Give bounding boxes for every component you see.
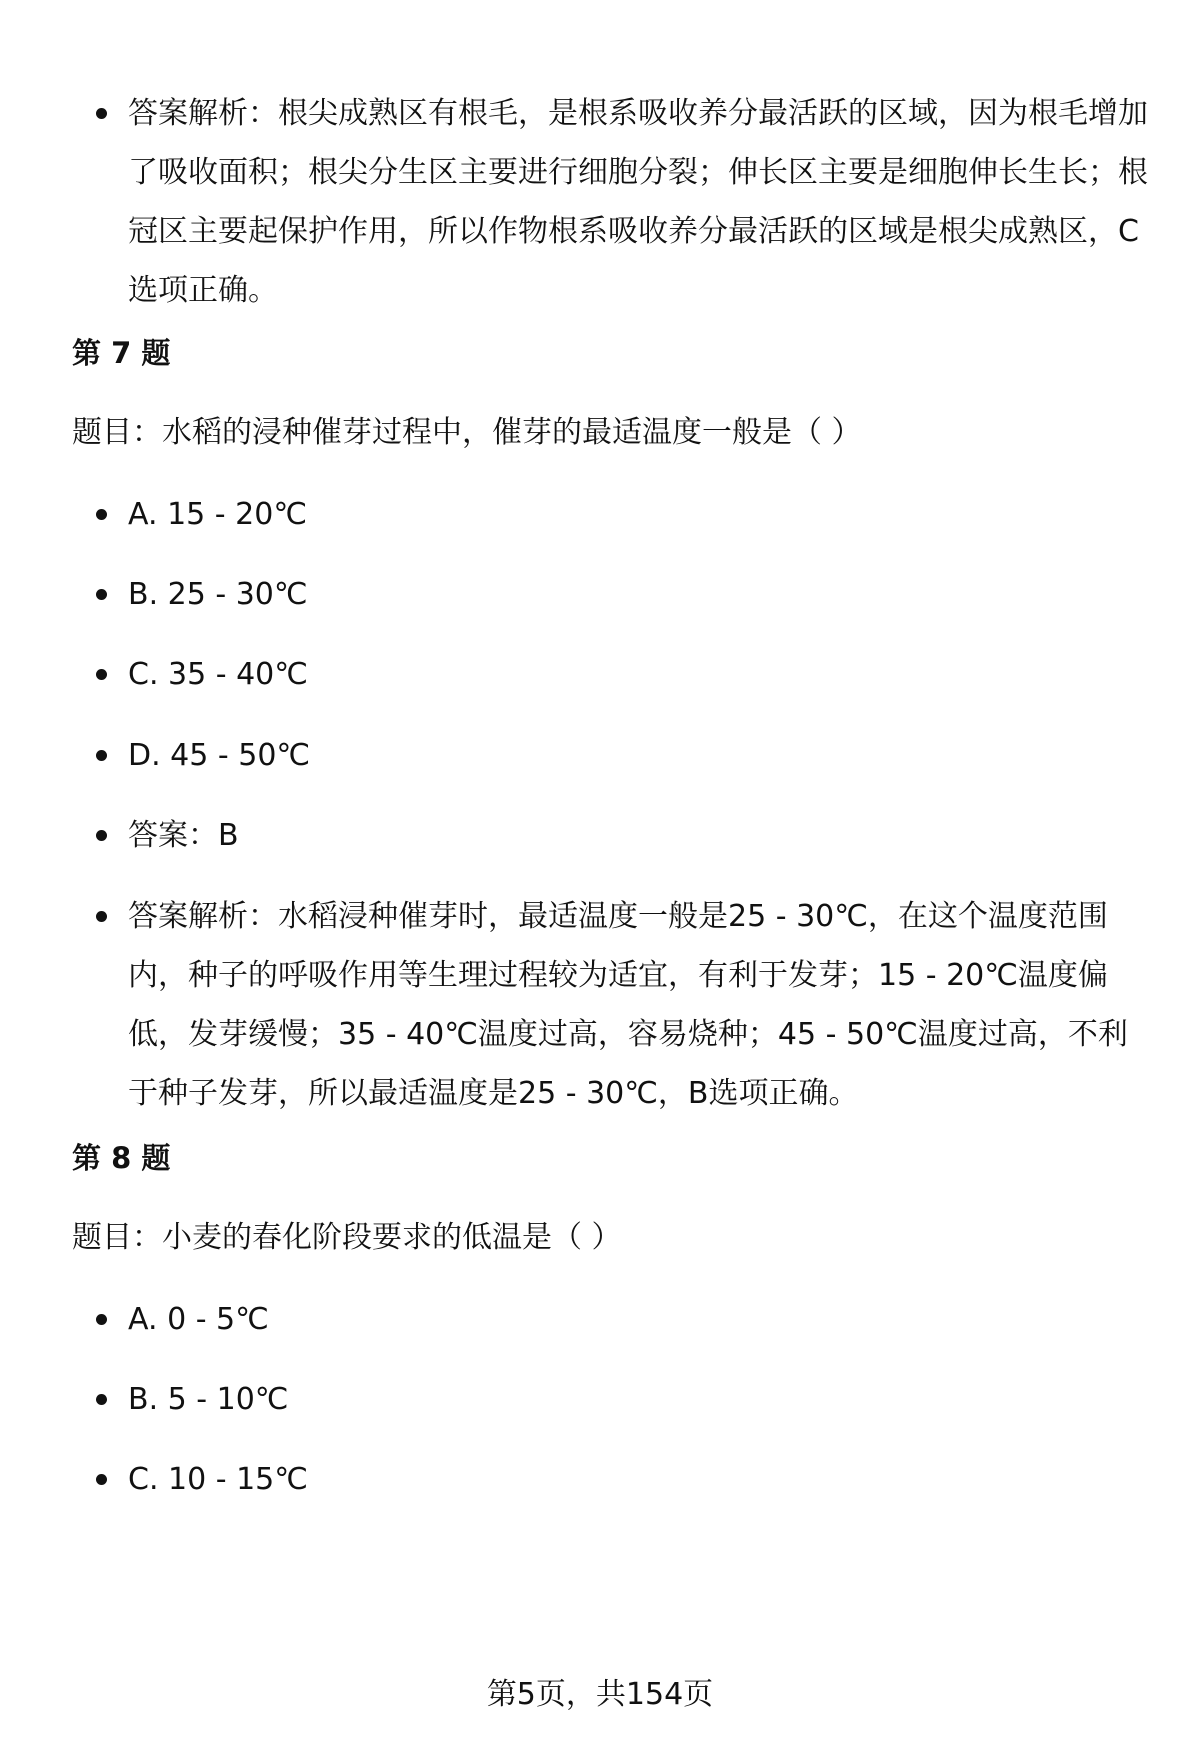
question-8-heading: 第 8 题 bbox=[72, 1141, 171, 1175]
bullet-icon bbox=[96, 1474, 107, 1485]
list-item-prev-analysis bbox=[96, 84, 1152, 320]
question-8-text: 题目：小麦的春化阶段要求的低温是（ ） bbox=[72, 1220, 622, 1255]
option-b-text: B. 5 - 10℃ bbox=[128, 1382, 289, 1417]
bullet-icon bbox=[96, 589, 107, 600]
list-item-option-b bbox=[96, 565, 1152, 624]
bullet-icon bbox=[96, 750, 107, 761]
list-item-option-b bbox=[96, 1370, 1152, 1429]
option-d-text: D. 45 - 50℃ bbox=[128, 738, 311, 773]
bullet-icon bbox=[96, 911, 107, 922]
list-item-option-d bbox=[96, 726, 1152, 785]
list-item-option-c bbox=[96, 1450, 1152, 1509]
bullet-icon bbox=[96, 830, 107, 841]
bullet-icon bbox=[96, 509, 107, 520]
option-b-text: B. 25 - 30℃ bbox=[128, 577, 308, 612]
list-item-analysis bbox=[96, 887, 1152, 1123]
list-item-option-c bbox=[96, 645, 1152, 704]
answer-text: 答案：B bbox=[128, 818, 239, 853]
question-7-text: 题目：水稻的浸种催芽过程中，催芽的最适温度一般是（ ） bbox=[72, 415, 862, 450]
bullet-icon bbox=[96, 1394, 107, 1405]
answer-analysis-text: 答案解析：根尖成熟区有根毛，是根系吸收养分最活跃的区域，因为根毛增加了吸收面积；根尖分生区主要进行细胞分裂；伸长区主要是细胞伸长生长；根冠区主要起保护作用，所以作物根系吸收养分最活跃的区域是根尖成熟区，C选项正确。 bbox=[128, 96, 1148, 308]
option-c-text: C. 35 - 40℃ bbox=[128, 657, 308, 692]
option-a-text: A. 15 - 20℃ bbox=[128, 497, 308, 532]
list-item-answer bbox=[96, 806, 1152, 865]
page-number-footer: 第5页，共154页 bbox=[486, 1677, 714, 1712]
list-item-option-a bbox=[96, 485, 1152, 544]
bullet-icon bbox=[96, 669, 107, 680]
answer-analysis-text: 答案解析：水稻浸种催芽时，最适温度一般是25 - 30℃，在这个温度范围内，种子的呼吸作用等生理过程较为适宜，有利于发芽；15 - 20℃温度偏低，发芽缓慢；35 - 40℃温度过高，容易烧种；45 - 50℃温度过高，不利于种子发芽，所以最适温度是25 - 30℃，B选项正确。 bbox=[128, 899, 1128, 1111]
option-a-text: A. 0 - 5℃ bbox=[128, 1302, 269, 1337]
option-c-text: C. 10 - 15℃ bbox=[128, 1462, 308, 1497]
list-item-option-a bbox=[96, 1290, 1152, 1349]
bullet-icon bbox=[96, 1314, 107, 1325]
question-7-heading: 第 7 题 bbox=[72, 336, 171, 370]
bullet-icon bbox=[96, 108, 107, 119]
